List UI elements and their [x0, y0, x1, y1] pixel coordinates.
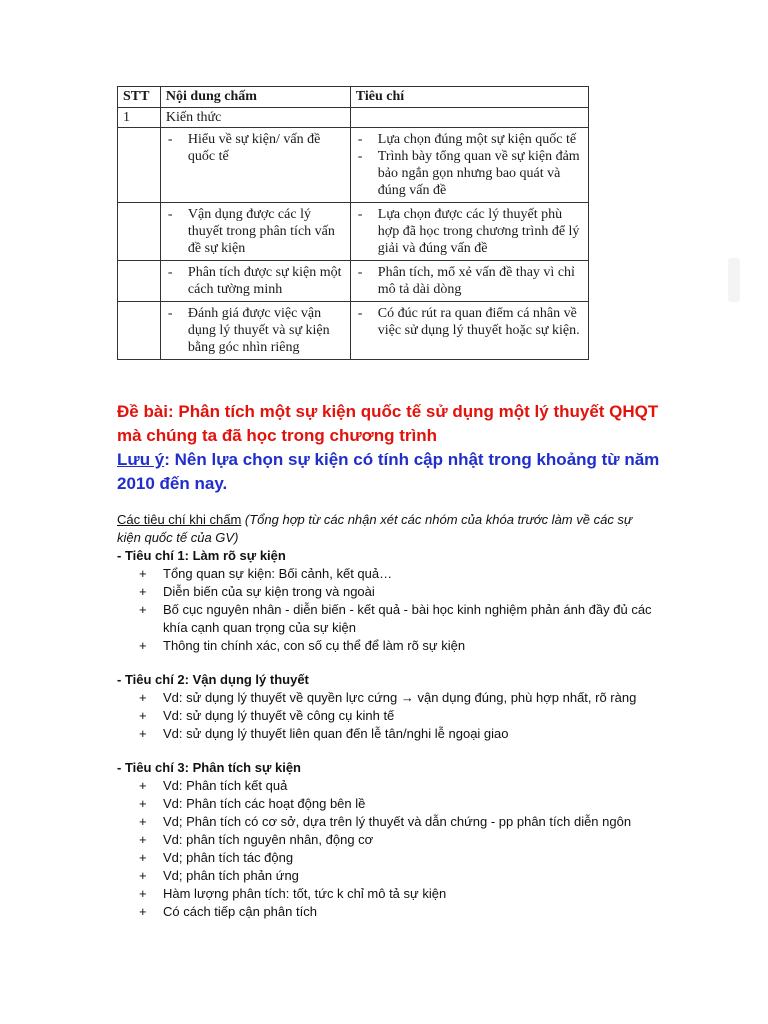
criteria-section — [117, 511, 657, 921]
section-title: Kiến thức — [160, 108, 350, 128]
header-criteria: Tiêu chí — [350, 87, 588, 108]
row-criterion: Phân tích, mổ xẻ vấn đề thay vì chỉ mô tả dài dòng — [377, 265, 575, 297]
note-text: : Nên lựa chọn sự kiện có tính cập nhật trong khoảng từ năm 2010 đến nay. — [117, 450, 660, 493]
table-header-row — [118, 87, 589, 108]
content-cell: - Hiểu về sự kiện/ vấn đề quốc tế — [160, 128, 350, 203]
criterion-1-list — [117, 565, 657, 655]
row-criterion: Trình bày tổng quan về sự kiện đảm bảo ngắn gọn nhưng bao quát và đúng vấn đề — [377, 149, 580, 198]
content-cell: - Đánh giá được việc vận dụng lý thuyết và sự kiện bằng góc nhìn riêng — [160, 302, 350, 360]
row-criterion: Lựa chọn được các lý thuyết phù hợp đã học trong chương trình để lý giải và đúng vấn đề — [377, 207, 580, 256]
stt-cell — [118, 128, 161, 203]
criteria-intro-note: (Tổng hợp từ các nhận xét các nhóm của khóa trước làm về các sự kiện quốc tế của GV) — [117, 512, 633, 545]
note-label: Lưu ý — [117, 450, 165, 469]
row-content: Phân tích được sự kiện một cách tường minh — [187, 265, 342, 297]
criterion-1-title: - Tiêu chí 1: Làm rõ sự kiện — [117, 548, 286, 563]
table-row — [118, 128, 589, 203]
list-item: + Vd; Phân tích có cơ sở, dựa trên lý thuyết và dẫn chứng - pp phân tích diễn ngôn — [139, 814, 632, 829]
list-item: + Vd; phân tích tác động — [139, 850, 294, 865]
row-criterion: Lựa chọn đúng một sự kiện quốc tế — [377, 132, 577, 147]
table-row — [118, 203, 589, 261]
criterion-2-title: - Tiêu chí 2: Vận dụng lý thuyết — [117, 672, 309, 687]
section-number: 1 — [118, 108, 161, 128]
list-item: + Diễn biến của sự kiện trong và ngoài — [139, 584, 375, 599]
criterion-3-title: - Tiêu chí 3: Phân tích sự kiện — [117, 760, 301, 775]
row-content: Vận dụng được các lý thuyết trong phân tích vấn đề sự kiện — [187, 207, 335, 256]
list-item: + Vd: Phân tích các hoạt động bên lề — [139, 796, 366, 811]
scan-artefact — [728, 258, 740, 302]
header-content: Nội dung chấm — [160, 87, 350, 108]
content-cell: - Vận dụng được các lý thuyết trong phân tích vấn đề sự kiện — [160, 203, 350, 261]
row-content: Hiểu về sự kiện/ vấn đề quốc tế — [187, 132, 321, 164]
list-item: + Thông tin chính xác, con số cụ thể để làm rõ sự kiện — [139, 638, 466, 653]
criterion-3-list — [117, 777, 657, 921]
header-stt: STT — [118, 87, 161, 108]
stt-cell — [118, 261, 161, 302]
table-row — [118, 261, 589, 302]
note-line — [117, 448, 677, 496]
row-criterion: Có đúc rút ra quan điểm cá nhân về việc sử dụng lý thuyết hoặc sự kiện. — [377, 306, 580, 338]
list-item: + Bố cục nguyên nhân - diễn biến - kết quả - bài học kinh nghiệm phản ánh đầy đủ các khía cạnh quan trọng của sự kiện — [139, 602, 652, 635]
criteria-intro-label: Các tiêu chí khi chấm — [117, 512, 242, 527]
table-row — [118, 302, 589, 360]
list-item: + Vd: sử dụng lý thuyết liên quan đến lễ tân/nghi lễ ngoại giao — [139, 726, 509, 741]
section-empty-cell — [350, 108, 588, 128]
section-row — [118, 108, 589, 128]
criteria-intro — [117, 511, 657, 547]
stt-cell — [118, 302, 161, 360]
list-item: + Hàm lượng phân tích: tốt, tức k chỉ mô tả sự kiện — [139, 886, 447, 901]
rubric-table-image — [117, 86, 589, 360]
list-item: + Vd: sử dụng lý thuyết về công cụ kinh tế — [139, 708, 395, 723]
list-item: + Có cách tiếp cận phân tích — [139, 904, 317, 919]
list-item: + Vd: sử dụng lý thuyết về quyền lực cứng → vận dụng đúng, phù hợp nhất, rõ ràng — [139, 690, 637, 705]
assignment-heading — [117, 400, 677, 496]
rubric-table — [117, 86, 589, 360]
list-item: + Tổng quan sự kiện: Bối cảnh, kết quả… — [139, 566, 393, 581]
criterion-2-list — [117, 689, 657, 743]
assignment-text: Đề bài: Phân tích một sự kiện quốc tế sử dụng một lý thuyết QHQT mà chúng ta đã học trong chương trình — [117, 402, 659, 445]
content-cell: - Phân tích được sự kiện một cách tường minh — [160, 261, 350, 302]
stt-cell — [118, 203, 161, 261]
criteria-cell: - Lựa chọn được các lý thuyết phù hợp đã học trong chương trình để lý giải và đúng vấn đề — [350, 203, 588, 261]
list-item: + Vd: Phân tích kết quả — [139, 778, 288, 793]
criteria-cell: - Lựa chọn đúng một sự kiện quốc tế - Trình bày tổng quan về sự kiện đảm bảo ngắn gọn nhưng bao quát và đúng vấn đề — [350, 128, 588, 203]
list-item: + Vd: phân tích nguyên nhân, động cơ — [139, 832, 374, 847]
criteria-cell: - Có đúc rút ra quan điểm cá nhân về việc sử dụng lý thuyết hoặc sự kiện. — [350, 302, 588, 360]
row-content: Đánh giá được việc vận dụng lý thuyết và sự kiện bằng góc nhìn riêng — [187, 306, 330, 355]
criteria-cell: - Phân tích, mổ xẻ vấn đề thay vì chỉ mô tả dài dòng — [350, 261, 588, 302]
list-item: + Vd; phân tích phản ứng — [139, 868, 299, 883]
